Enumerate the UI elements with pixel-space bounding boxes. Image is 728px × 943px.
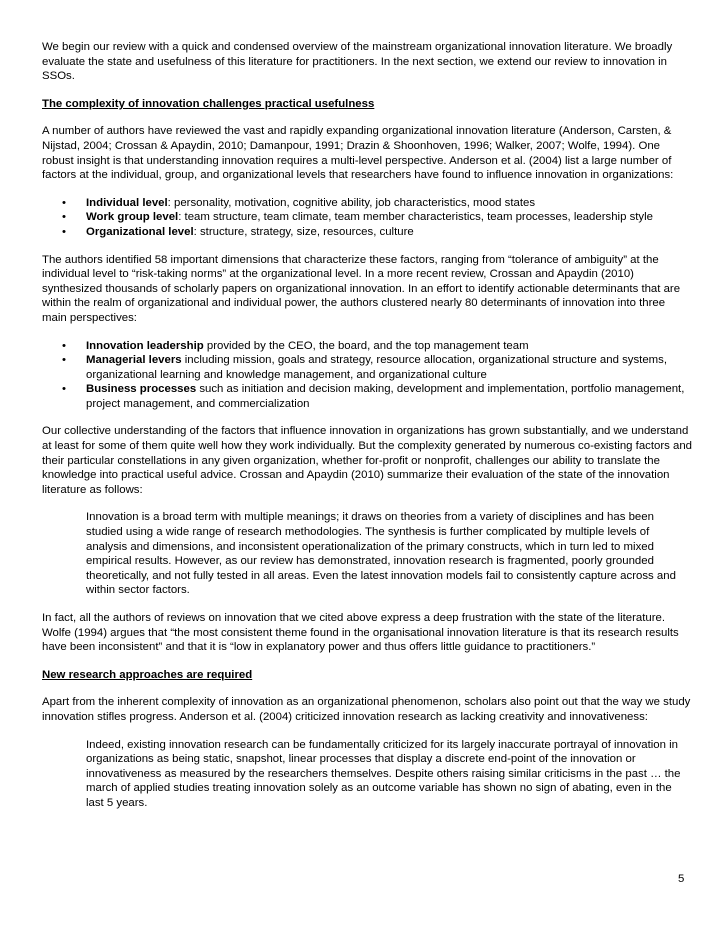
bullet-icon: • — [62, 354, 66, 367]
perspectives-list — [42, 339, 692, 412]
list-item: • Organizational level: structure, strategy, size, resources, culture — [62, 225, 414, 238]
paragraph-reviews: A number of authors have reviewed the vast and rapidly expanding organizational innovation literature (Anderson, Carsten, & Nijstad, 2004; Crossan & Apaydin, 2010; Damanpour, 1991; Drazin & Shoonhoven, 1996; Walker, 2007; Wolfe, 1994). One robust insight is that understanding innovation requires a multi-level perspective. Anderson et al. (2004) list a large number of factors at the individual, group, and organizational levels that researchers have found to influence innovation in organizations: — [42, 125, 674, 182]
list-item: • Business processes such as initiation and decision making, development and implementation, portfolio management, project management, and commercialization — [62, 383, 685, 410]
list-item: • Innovation leadership provided by the CEO, the board, and the top management team — [62, 339, 529, 352]
factor-levels-list — [42, 196, 692, 240]
bullet-icon: • — [62, 211, 66, 224]
section-heading-new-approaches: New research approaches are required — [42, 668, 253, 681]
bullet-icon: • — [62, 225, 66, 238]
paragraph-stifles: Apart from the inherent complexity of innovation as an organizational phenomenon, scholars also point out that the way we study innovation stifles progress. Anderson et al. (2004) criticized innovation research as lacking creativity and innovativeness: — [42, 696, 691, 723]
paragraph-frustration: In fact, all the authors of reviews on innovation that we cited above express a deep frustration with the state of the literature. Wolfe (1994) argues that “the most consistent theme found in the organisational innovation literature is that its research results have been inconsistent” and that it is “low in explanatory power and thus offers little guidance to practitioners.” — [42, 612, 679, 654]
list-item: • Managerial levers including mission, goals and strategy, resource allocation, organizational structure and systems, organizational learning and knowledge management, and organizational culture — [62, 354, 668, 381]
block-quote-anderson: Indeed, existing innovation research can be fundamentally criticized for its largely inaccurate portrayal of innovation in organizations as being static, snapshot, linear processes that display a discrete end-point of the innovation or innovativeness as measured by the researchers themselves. Despite others raising similar criticisms in the past … the march of applied studies treating innovation solely as an outcome variable has shown no sign of abating, even in the last 5 years. — [86, 738, 681, 809]
section-heading-complexity: The complexity of innovation challenges practical usefulness — [42, 97, 375, 110]
paragraph-dimensions: The authors identified 58 important dimensions that characterize these factors, ranging from “tolerance of ambiguity” at the individual level to “risk-taking norms” at the organizational level. In a more recent review, Crossan and Apaydin (2010) synthesized thousands of scholarly papers on organizational innovation. In an effort to identify actionable determinants that are within the realm of organizational and individual power, the authors clustered nearly 80 determinants of innovation into three main perspectives: — [42, 253, 681, 324]
document-page — [42, 40, 692, 824]
bullet-icon: • — [62, 339, 66, 352]
page-number: 5 — [678, 873, 685, 885]
block-quote-crossan: Innovation is a broad term with multiple meanings; it draws on theories from a variety of disciplines and has been studied using a wide range of research methodologies. The synthesis is further complicated by multiple levels of analysis and dimensions, and inconsistent operationalization of the primary constructs, which in turn led to mixed empirical results. However, as our review has demonstrated, innovation research is fragmented, poorly grounded theoretically, and not fully tested in all areas. Even the latest innovation models fail to consistently capture across and within sector factors. — [86, 511, 676, 597]
paragraph-intro: We begin our review with a quick and condensed overview of the mainstream organizational innovation literature. We broadly evaluate the state and usefulness of this literature for practitioners. In the next section, we extend our review to innovation in SSOs. — [42, 41, 673, 83]
bullet-icon: • — [62, 383, 66, 396]
bullet-icon: • — [62, 196, 66, 209]
list-item: • Individual level: personality, motivation, cognitive ability, job characteristics, mood states — [62, 196, 536, 209]
paragraph-understanding: Our collective understanding of the factors that influence innovation in organizations has grown substantially, and we understand at least for some of them quite well how they work individually. But the complexity generated by numerous co-existing factors and their particular constellations in any given organization, whether for-profit or nonprofit, challenges our ability to translate the knowledge into practical useful advice. Crossan and Apaydin (2010) summarize their evaluation of the state of the innovation literature as follows: — [42, 425, 693, 496]
list-item: • Work group level: team structure, team climate, team member characteristics, team processes, leadership style — [62, 211, 653, 224]
